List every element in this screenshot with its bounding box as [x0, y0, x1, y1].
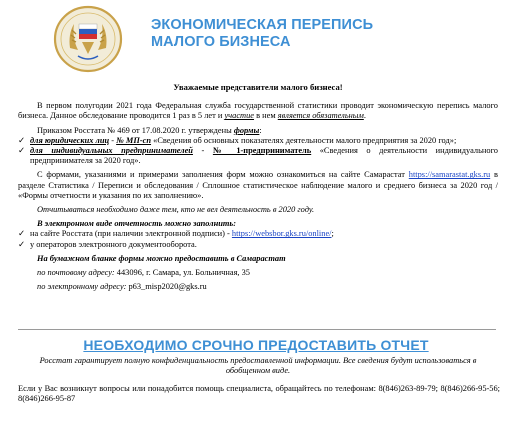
email-address	[18, 282, 498, 292]
bullet1-text: «Сведения об основных показателях деятельности малого предприятия за 2020 год»;	[151, 135, 457, 145]
legal-entities-label: для юридических лиц	[30, 135, 110, 145]
list-item	[18, 229, 498, 239]
checkmark-icon: ✓	[18, 239, 26, 249]
intro-text: В первом полугодии 2021 года Федеральная служба государственной статистики проводит экономическую перепись малого бизнеса. Данное обследование проводится 1 раз в 5 лет и	[18, 101, 498, 121]
header	[0, 0, 512, 80]
checkmark-icon: ✓	[18, 135, 26, 145]
form-mp-sp: № МП-сп	[116, 135, 152, 145]
report-note: Отчитываться необходимо даже тем, кто не вел деятельность в 2020 году.	[37, 205, 315, 215]
bullet3-semicolon: ;	[331, 229, 334, 239]
entrepreneurs-label: для индивидуальных предпринимателей	[30, 146, 193, 156]
intro-connector: в нем	[254, 111, 278, 121]
confidentiality-note: Росстат гарантирует полную конфиденциальность предоставленной информации. Все сведения будут использоваться в обобщенном виде.	[39, 356, 477, 376]
rosstat-emblem-icon	[52, 4, 124, 74]
intro-period: .	[363, 111, 366, 121]
title-line-1: ЭКОНОМИЧЕСКАЯ ПЕРЕПИСЬ	[151, 17, 374, 33]
samarastat-link[interactable]: https://samarastat.gks.ru	[408, 170, 491, 180]
mandatory-text: является обязательным	[277, 111, 364, 121]
title-line-2: МАЛОГО БИЗНЕСА	[151, 34, 291, 50]
list-item	[18, 240, 498, 250]
electronic-heading: В электронном виде отчетность можно заполнить:	[37, 219, 237, 229]
divider	[18, 329, 496, 330]
contact-phones: Если у Вас возникнут вопросы или понадобится помощь специалиста, обращайтесь по телефонам: 8(846)263-89-79; 8(846)266-95-56; 8(846)266-95-87	[18, 384, 500, 404]
form-1-entrepreneur: № 1-предприниматель	[212, 146, 312, 156]
letter-body	[18, 82, 498, 292]
rosstat-site-text: на сайте Росстата (при наличии электронной подписи) -	[30, 229, 232, 239]
forms-word: формы	[233, 125, 260, 135]
postal-value: 443096, г. Самара, ул. Больничная, 35	[114, 268, 250, 278]
forms-info-text: С формами, указаниями и примерами заполнения форм можно ознакомиться на сайте Самарастат	[37, 170, 409, 180]
bullet2-text: «Сведения о деятельности индивидуального предпринимателя за 2020 год».	[30, 146, 498, 166]
email-value: p63_misp2020@gks.ru	[126, 282, 207, 292]
intro-paragraph	[18, 101, 498, 121]
forms-info-path: в разделе Статистика / Переписи и обследования / Сплошное статистическое наблюдение малого и среднего бизнеса за 2020 год / «Формы отчетности и указания по их заполнению».	[18, 170, 498, 200]
greeting: Уважаемые представители малого бизнеса!	[173, 82, 343, 92]
edo-operators-text: у операторов электронного документооборота.	[30, 239, 197, 249]
checkmark-icon: ✓	[18, 146, 26, 156]
participation-text: участие	[224, 111, 255, 121]
forms-info-paragraph	[18, 170, 498, 201]
order-text: Приказом Росстата № 469 от 17.08.2020 г. утверждены	[37, 125, 234, 135]
email-label: по электронному адресу:	[37, 282, 127, 292]
urgent-notice: НЕОБХОДИМО СРОЧНО ПРЕДОСТАВИТЬ ОТЧЕТ	[83, 337, 429, 353]
bullet1-dash: -	[109, 135, 117, 145]
postal-label: по почтовому адресу:	[37, 268, 115, 278]
order-paragraph	[18, 126, 498, 136]
list-item	[18, 136, 498, 146]
paper-heading: На бумажном бланке формы можно предоставить в Самарастат	[37, 253, 286, 263]
list-item	[18, 146, 498, 166]
page-title	[151, 17, 373, 51]
postal-address	[18, 268, 498, 278]
checkmark-icon: ✓	[18, 229, 26, 239]
bullet2-dash: -	[192, 146, 213, 156]
order-colon: :	[259, 125, 262, 135]
websbor-link[interactable]: https://websbor.gks.ru/online/	[231, 229, 332, 239]
